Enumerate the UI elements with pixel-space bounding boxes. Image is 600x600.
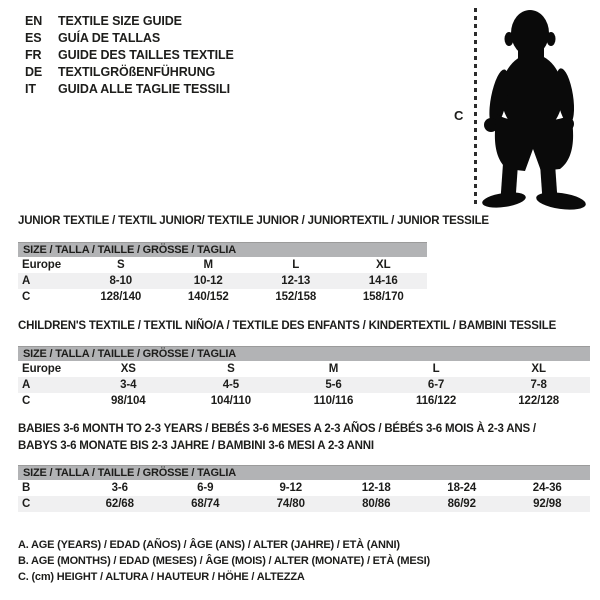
language-label: GUÍA DE TALLAS (58, 31, 161, 45)
language-row-it (25, 81, 234, 98)
value-cell: 152/158 (275, 291, 317, 303)
size-cell: XL (531, 363, 546, 375)
value-cell: 110/116 (313, 395, 354, 407)
footnote-height: C. (cm) HEIGHT / ALTURA / HAUTEUR / HÖHE / ALTEZZA (18, 571, 305, 583)
table-row-europe (18, 361, 590, 377)
value-cell: 122/128 (518, 395, 560, 407)
value-cell: 3-6 (111, 482, 128, 494)
language-row-de (25, 64, 234, 81)
language-code: EN (25, 14, 43, 28)
height-dashed-line-icon (474, 8, 477, 208)
value-cell: 140/152 (187, 291, 229, 303)
table-row-height (18, 289, 427, 305)
value-cell: 116/122 (415, 395, 457, 407)
value-cell: 18-24 (447, 482, 477, 494)
value-cell: 5-6 (325, 379, 342, 391)
value-cell: 9-12 (279, 482, 303, 494)
size-cell: S (116, 259, 125, 271)
value-cell: 98/104 (111, 395, 146, 407)
junior-table-title: JUNIOR TEXTILE / TEXTIL JUNIOR/ TEXTILE JUNIOR / JUNIORTEXTIL / JUNIOR TESSILE (18, 215, 489, 227)
size-cell: XL (376, 259, 391, 271)
value-cell: 74/80 (276, 498, 305, 510)
language-list (25, 13, 234, 98)
height-measure-label: C (454, 108, 464, 123)
table-row-height (18, 496, 590, 512)
table-row-height (18, 393, 590, 409)
babies-table-title (18, 421, 583, 455)
junior-table (18, 242, 427, 305)
footnote-age-months: B. AGE (MONTHS) / EDAD (MESES) / ÂGE (MOIS) / ALTER (MONATE) / ETÀ (MESI) (18, 555, 430, 567)
size-cell: XS (120, 363, 136, 375)
value-cell: 128/140 (100, 291, 142, 303)
language-label: TEXTILE SIZE GUIDE (58, 14, 182, 28)
value-cell: 92/98 (533, 498, 562, 510)
value-cell: 4-5 (222, 379, 240, 391)
table-row-age (18, 377, 590, 393)
value-cell: 158/170 (362, 291, 404, 303)
language-label: GUIDE DES TAILLES TEXTILE (58, 48, 234, 62)
language-row-fr (25, 47, 234, 64)
language-label: TEXTILGRÖßENFÜHRUNG (58, 65, 216, 79)
value-cell: 10-12 (193, 275, 223, 287)
language-code: IT (25, 82, 36, 96)
size-cell: L (292, 259, 300, 271)
children-table-title: CHILDREN'S TEXTILE / TEXTIL NIÑO/A / TEXTILE DES ENFANTS / KINDERTEXTIL / BAMBINI TESSILE (18, 320, 557, 332)
row-label: A (22, 275, 31, 287)
row-label: B (22, 482, 31, 494)
value-cell: 12-18 (361, 482, 391, 494)
value-cell: 80/86 (362, 498, 391, 510)
value-cell: 8-10 (109, 275, 133, 287)
babies-title-line1: BABIES 3-6 MONTH TO 2-3 YEARS / BEBÉS 3-6 MESES A 2-3 AÑOS / BÉBÉS 3-6 MOIS À 2-3 ANS / (18, 423, 536, 435)
language-label: GUIDA ALLE TAGLIE TESSILI (58, 82, 231, 96)
babies-title-line2: BABYS 3-6 MONATE BIS 2-3 JAHRE / BAMBINI 3-6 MESI A 2-3 ANNI (18, 440, 374, 452)
value-cell: 3-4 (120, 379, 137, 391)
babies-size-header: SIZE / TALLA / TAILLE / GRÖSSE / TAGLIA (18, 465, 590, 480)
footnotes (18, 537, 430, 585)
table-row-months (18, 480, 590, 496)
value-cell: 12-13 (281, 275, 311, 287)
row-label: C (22, 291, 31, 303)
children-size-header: SIZE / TALLA / TAILLE / GRÖSSE / TAGLIA (18, 346, 590, 361)
table-row-age (18, 273, 427, 289)
babies-table (18, 465, 590, 512)
size-cell: M (203, 259, 213, 271)
language-code: ES (25, 31, 42, 45)
size-cell: S (227, 363, 235, 375)
value-cell: 6-7 (427, 379, 445, 391)
table-row-europe (18, 257, 427, 273)
size-cell: L (432, 363, 440, 375)
row-label: C (22, 395, 31, 407)
value-cell: 6-9 (197, 482, 214, 494)
height-figure (440, 8, 600, 210)
children-table (18, 346, 590, 409)
value-cell: 62/68 (105, 498, 134, 510)
toddler-silhouette-icon (478, 8, 598, 210)
size-cell: M (328, 363, 339, 375)
language-row-es (25, 30, 234, 47)
row-label: C (22, 498, 31, 510)
language-code: DE (25, 65, 43, 79)
language-row-en (25, 13, 234, 30)
row-label: Europe (22, 363, 62, 375)
junior-size-header: SIZE / TALLA / TAILLE / GRÖSSE / TAGLIA (18, 242, 427, 257)
value-cell: 14-16 (368, 275, 398, 287)
value-cell: 104/110 (210, 395, 252, 407)
language-code: FR (25, 48, 42, 62)
footnote-age-years: A. AGE (YEARS) / EDAD (AÑOS) / ÂGE (ANS) / ALTER (JAHRE) / ETÀ (ANNI) (18, 539, 400, 551)
value-cell: 24-36 (532, 482, 562, 494)
row-label: A (22, 379, 31, 391)
value-cell: 68/74 (191, 498, 220, 510)
value-cell: 86/92 (447, 498, 476, 510)
value-cell: 7-8 (530, 379, 547, 391)
row-label: Europe (22, 259, 62, 271)
